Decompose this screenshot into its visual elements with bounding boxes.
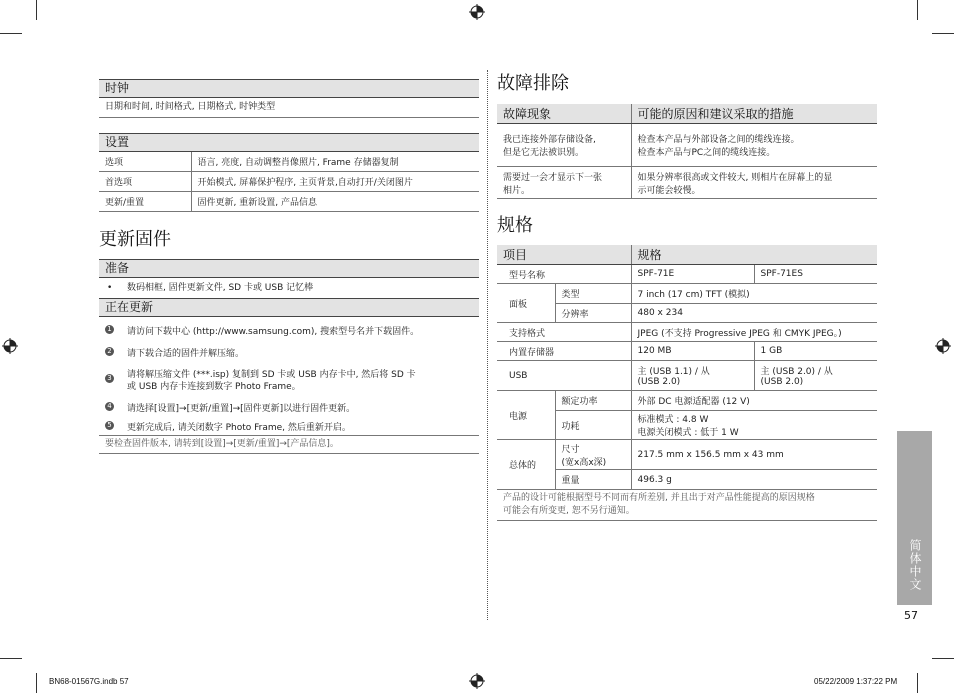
solution-cell: 检查本产品与外部设备之间的缆线连接。 检查本产品与PC之间的缆线连接。: [631, 124, 877, 167]
spec-value: 1 GB: [754, 342, 877, 361]
column-divider: [487, 70, 488, 620]
table-row: [497, 342, 877, 361]
specs-heading: 规格: [497, 215, 533, 236]
crop-mark: [36, 673, 37, 693]
settings-title: 设置: [99, 133, 479, 152]
crop-mark: [0, 33, 22, 34]
spec-sublabel: 尺寸 (宽x高x深): [555, 440, 631, 470]
spec-value: 120 MB: [631, 342, 754, 361]
step-number-icon: 2: [105, 347, 114, 356]
spec-value: 496.3 g: [631, 470, 877, 490]
footer-file: BN68-01567G.indb 57: [49, 677, 129, 686]
step-number-icon: 3: [105, 374, 114, 383]
spec-value: JPEG (不支持 Progressive JPEG 和 CMYK JPEG。): [631, 323, 877, 342]
specs-note: 产品的设计可能根据型号不同而有所差别, 并且出于对产品性能提高的原因规格 可能会有所变更, 恕不另行通知。: [497, 490, 877, 521]
symptom-cell: 需要过一会才显示下一张 相片。: [497, 167, 631, 199]
table-row: [497, 265, 877, 284]
spec-label: 电源: [497, 391, 555, 440]
left-column: [99, 79, 479, 454]
column-header: 可能的原因和建议采取的措施: [631, 104, 877, 124]
solution-cell: 如果分辨率很高或文件较大, 则相片在屏幕上的显 示可能会较慢。: [631, 167, 877, 199]
table-row: [497, 323, 877, 342]
spec-value: 主 (USB 2.0) / 从 (USB 2.0): [754, 361, 877, 391]
prep-item: [99, 278, 479, 298]
table-row: [99, 152, 479, 172]
settings-table: [99, 152, 479, 212]
language-tab-label: 简体中文: [908, 539, 922, 591]
firmware-heading: 更新固件: [99, 229, 171, 250]
settings-section: [99, 133, 479, 212]
table-row: [497, 124, 877, 167]
spec-value: 480 x 234: [631, 304, 877, 323]
table-row: [497, 361, 877, 391]
spec-value: SPF-71ES: [754, 265, 877, 284]
registration-mark-icon: [2, 338, 18, 354]
spec-label: USB: [497, 361, 631, 391]
crop-mark: [0, 658, 22, 659]
spec-sublabel: 类型: [555, 284, 631, 304]
update-section: [99, 298, 479, 454]
step-text: 请将解压缩文件 (***.isp) 复制到 SD 卡或 USB 内存卡中, 然后将 SD 卡: [127, 370, 416, 380]
table-header-row: [497, 245, 877, 265]
spec-value: SPF-71E: [631, 265, 754, 284]
settings-value: 固件更新, 重新设置, 产品信息: [191, 192, 479, 212]
column-header: 规格: [631, 245, 877, 265]
spec-label: 型号名称: [497, 265, 631, 284]
step-text: 请选择[设置]→[更新/重置]→[固件更新]以进行固件更新。: [127, 404, 356, 414]
prep-item-text: 数码相框, 固件更新文件, SD 卡或 USB 记忆棒: [127, 283, 314, 293]
table-row: [497, 440, 877, 470]
symptom-cell: 我已连接外部存储设备, 但是它无法被识别。: [497, 124, 631, 167]
spec-label: 内置存储器: [497, 342, 631, 361]
table-row: [497, 284, 877, 304]
right-column: [497, 72, 877, 521]
spec-value: 外部 DC 电源适配器 (12 V): [631, 391, 877, 411]
step-number-icon: 4: [105, 402, 114, 411]
step-number-icon: 5: [105, 421, 114, 430]
spec-value: 7 inch (17 cm) TFT (模拟): [631, 284, 877, 304]
registration-mark-icon: [469, 673, 485, 689]
spec-label: 面板: [497, 284, 555, 323]
page-number: 57: [904, 609, 918, 622]
registration-mark-icon: [469, 4, 485, 20]
crop-mark: [917, 0, 918, 20]
spec-value: 217.5 mm x 156.5 mm x 43 mm: [631, 440, 877, 470]
spec-sublabel: 功耗: [555, 411, 631, 440]
bullet-icon: •: [107, 283, 113, 293]
firmware-note: 要检查固件版本, 请转到[设置]→[更新/重置]→[产品信息]。: [99, 436, 479, 454]
spec-sublabel: 额定功率: [555, 391, 631, 411]
settings-key: 首选项: [99, 172, 191, 192]
table-row: [99, 172, 479, 192]
spec-value: 标准模式 : 4.8 W 电源关闭模式 : 低于 1 W: [631, 411, 877, 440]
spec-label: 总体的: [497, 440, 555, 490]
step-text: 或 USB 内存卡连接到数字 Photo Frame。: [127, 382, 301, 392]
crop-mark: [932, 658, 954, 659]
settings-key: 更新/重置: [99, 192, 191, 212]
prep-section: [99, 259, 479, 298]
spec-label: 支持格式: [497, 323, 631, 342]
specs-table: [497, 245, 877, 490]
step-number-icon: 1: [105, 325, 114, 334]
prep-title: 准备: [99, 259, 479, 278]
clock-row: 日期和时间, 时间格式, 日期格式, 时钟类型: [99, 98, 479, 118]
footer-timestamp: 05/22/2009 1:37:22 PM: [814, 677, 898, 686]
language-tab: [897, 431, 932, 605]
step-text: 更新完成后, 请关闭数字 Photo Frame, 然后重新开启。: [127, 423, 351, 433]
column-header: 故障现象: [497, 104, 631, 124]
update-title: 正在更新: [99, 298, 479, 317]
troubleshoot-heading: 故障排除: [497, 73, 569, 94]
table-row: [99, 192, 479, 212]
settings-value: 开始模式, 屏幕保护程序, 主页背景,自动打开/关闭图片: [191, 172, 479, 192]
registration-mark-icon: [935, 338, 951, 354]
table-row: [497, 391, 877, 411]
settings-key: 选项: [99, 152, 191, 172]
settings-value: 语言, 亮度, 自动调整肖像照片, Frame 存储器复制: [191, 152, 479, 172]
spec-sublabel: 重量: [555, 470, 631, 490]
update-steps: [99, 317, 479, 436]
step-text: 请访问下载中心 (http://www.samsung.com), 搜索型号名并下载固件。: [127, 327, 420, 337]
troubleshoot-table: [497, 104, 877, 199]
crop-mark: [917, 673, 918, 693]
clock-section: [99, 79, 479, 118]
spec-sublabel: 分辨率: [555, 304, 631, 323]
table-header-row: [497, 104, 877, 124]
clock-title: 时钟: [99, 79, 479, 98]
step-text: 请下载合适的固件并解压缩。: [127, 349, 245, 359]
table-row: [497, 167, 877, 199]
crop-mark: [932, 33, 954, 34]
crop-mark: [36, 0, 37, 20]
column-header: 项目: [497, 245, 631, 265]
spec-value: 主 (USB 1.1) / 从 (USB 2.0): [631, 361, 754, 391]
